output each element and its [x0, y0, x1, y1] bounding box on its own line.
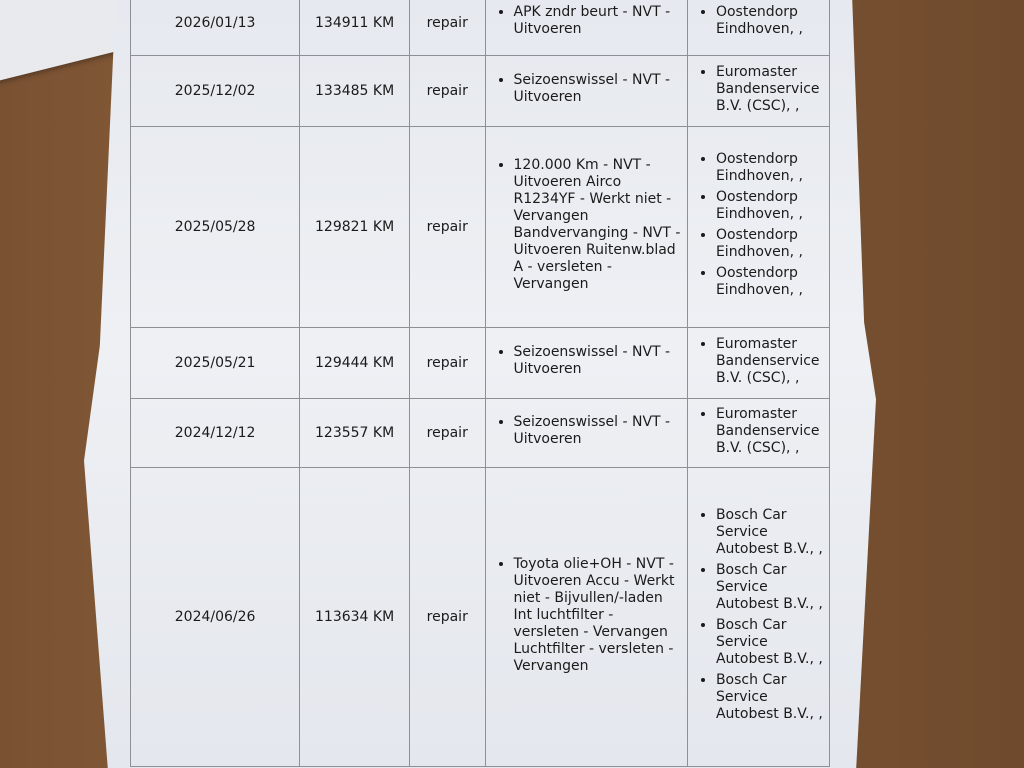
type-cell: repair	[409, 0, 485, 56]
work-cell	[485, 399, 687, 468]
mileage-cell: 134911 KM	[300, 0, 410, 56]
work-cell	[485, 56, 687, 127]
table-row	[131, 56, 830, 127]
shop-cell	[687, 0, 829, 56]
work-item: • Seizoenswissel - NVT - Uitvoeren	[514, 414, 681, 448]
table-row	[131, 399, 830, 468]
shop-item: • Bosch Car Service Autobest B.V., ,	[716, 672, 823, 723]
type-cell: repair	[409, 56, 485, 127]
shop-item: • Bosch Car Service Autobest B.V., ,	[716, 562, 823, 613]
mileage-cell: 129821 KM	[300, 127, 410, 328]
work-cell	[485, 127, 687, 328]
shop-cell	[687, 328, 829, 399]
table-row	[131, 468, 830, 767]
work-item: • APK zndr beurt - NVT - Uitvoeren	[514, 4, 681, 38]
shop-item: • Euromaster Bandenservice B.V. (CSC), ,	[716, 406, 823, 457]
table-row	[131, 127, 830, 328]
date-cell: 2024/12/12	[131, 399, 300, 468]
work-cell	[485, 328, 687, 399]
shop-item: • Bosch Car Service Autobest B.V., ,	[716, 617, 823, 668]
work-item: • 120.000 Km - NVT - Uitvoeren Airco R1234YF - Werkt niet - Vervangen Bandvervanging - NVT - Uitvoeren Ruitenw.blad A - versleten - Vervangen	[514, 157, 681, 293]
shop-cell	[687, 56, 829, 127]
shop-cell	[687, 399, 829, 468]
shop-item: • Bosch Car Service Autobest B.V., ,	[716, 507, 823, 558]
work-item: • Seizoenswissel - NVT - Uitvoeren	[514, 344, 681, 378]
work-cell	[485, 0, 687, 56]
mileage-cell: 123557 KM	[300, 399, 410, 468]
date-cell: 2024/06/26	[131, 468, 300, 767]
shop-cell	[687, 127, 829, 328]
shop-item: • Oostendorp Eindhoven, ,	[716, 189, 823, 223]
maintenance-table	[130, 0, 830, 767]
shop-item: • Oostendorp Eindhoven, ,	[716, 227, 823, 261]
shop-item: • Euromaster Bandenservice B.V. (CSC), ,	[716, 64, 823, 115]
mileage-cell: 133485 KM	[300, 56, 410, 127]
mileage-cell: 113634 KM	[300, 468, 410, 767]
work-item: • Seizoenswissel - NVT - Uitvoeren	[514, 72, 681, 106]
shop-cell	[687, 468, 829, 767]
date-cell: 2025/12/02	[131, 56, 300, 127]
type-cell: repair	[409, 399, 485, 468]
mileage-cell: 129444 KM	[300, 328, 410, 399]
table-row	[131, 0, 830, 56]
date-cell: 2026/01/13	[131, 0, 300, 56]
shop-item: • Euromaster Bandenservice B.V. (CSC), ,	[716, 336, 823, 387]
type-cell: repair	[409, 127, 485, 328]
type-cell: repair	[409, 328, 485, 399]
shop-item: • Oostendorp Eindhoven, ,	[716, 265, 823, 299]
date-cell: 2025/05/21	[131, 328, 300, 399]
shop-item: • Oostendorp Eindhoven, ,	[716, 151, 823, 185]
work-cell	[485, 468, 687, 767]
table-row	[131, 328, 830, 399]
date-cell: 2025/05/28	[131, 127, 300, 328]
shop-item: • Oostendorp Eindhoven, ,	[716, 4, 823, 38]
type-cell: repair	[409, 468, 485, 767]
work-item: • Toyota olie+OH - NVT - Uitvoeren Accu - Werkt niet - Bijvullen/-laden Int luchtfilter - versleten - Vervangen Luchtfilter - versleten - Vervangen	[514, 556, 681, 675]
